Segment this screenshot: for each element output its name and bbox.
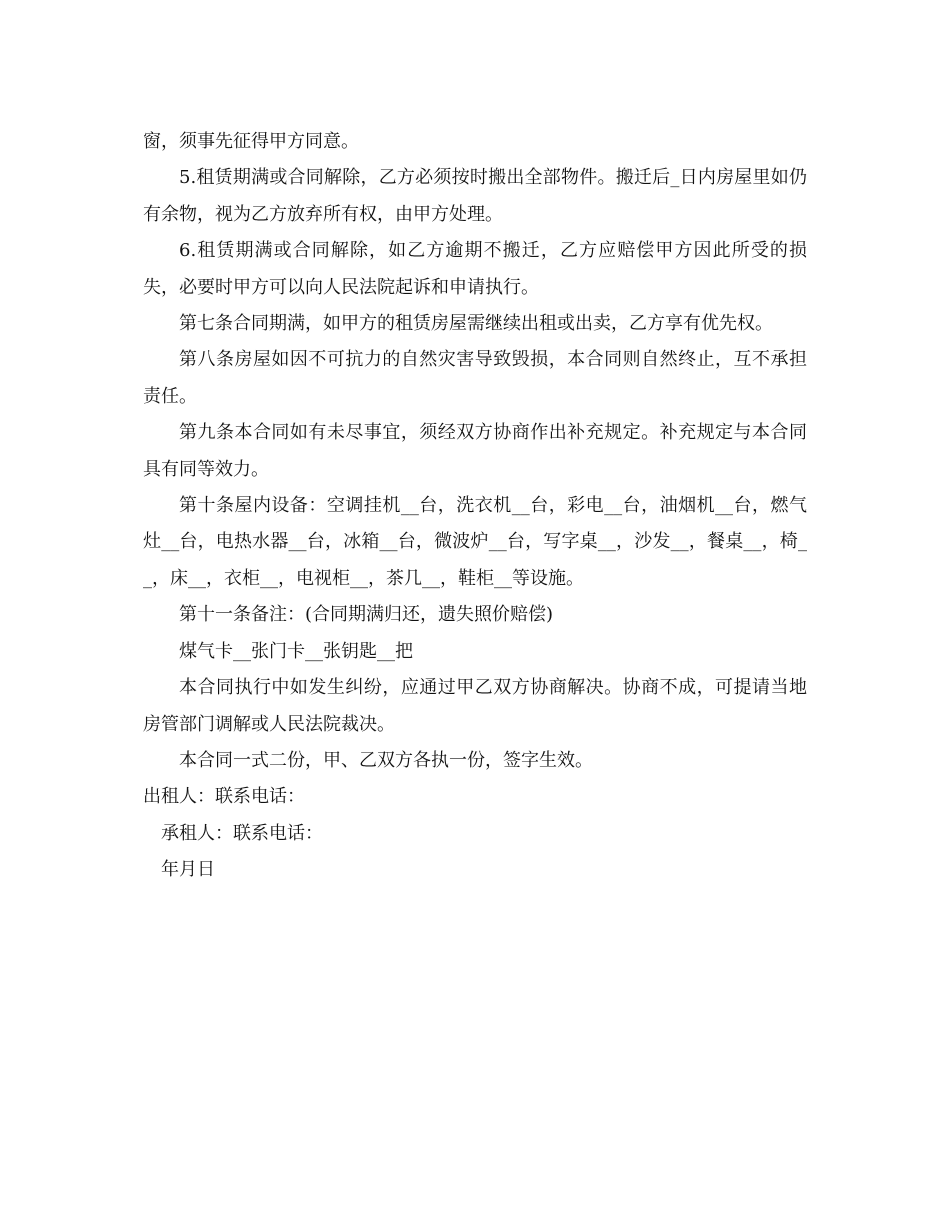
paragraph-article-7: 第七条合同期满，如甲方的租赁房屋需继续出租或出卖，乙方享有优先权。 (179, 313, 773, 335)
paragraph-keys-list: 煤气卡__张门卡__张钥匙__把 (179, 640, 413, 662)
paragraph-article-9: 第九条本合同如有未尽事宜，须经双方协商作出补充规定。补充规定与本合同具有同等效力。 (143, 422, 807, 480)
paragraph-article-8: 第八条房屋如因不可抗力的自然灾害导致毁损，本合同则自然终止，互不承担责任。 (143, 349, 807, 407)
paragraph-clause-5: 5.租赁期满或合同解除，乙方必须按时搬出全部物件。搬迁后_日内房屋里如仍有余物，视为乙方放弃所有权，由甲方处理。 (143, 167, 807, 225)
paragraph-article-10: 第十条屋内设备：空调挂机__台，洗衣机__台，彩电__台，油烟机__台，燃气灶__台，电热水器__台，冰箱__台，微波炉__台，写字桌__，沙发__，餐桌__，椅__，床__，衣柜__，电视柜__，茶几__，鞋柜__等设施。 (143, 495, 807, 589)
signature-date-line: 年月日 (161, 859, 215, 881)
paragraph-continuation: 窗，须事先征得甲方同意。 (143, 131, 359, 152)
paragraph-dispute-resolution: 本合同执行中如发生纠纷，应通过甲乙双方协商解决。协商不成，可提请当地房管部门调解或人民法院裁决。 (143, 677, 807, 735)
signature-lessor-line: 出租人：联系电话： (143, 786, 305, 808)
paragraph-clause-6: 6.租赁期满或合同解除，如乙方逾期不搬迁，乙方应赔偿甲方因此所受的损失，必要时甲方可以向人民法院起诉和申请执行。 (143, 240, 807, 298)
paragraph-article-11: 第十一条备注：(合同期满归还，遗失照价赔偿) (179, 604, 554, 626)
document-body (143, 124, 807, 889)
paragraph-copies: 本合同一式二份，甲、乙双方各执一份，签字生效。 (179, 749, 593, 771)
signature-lessee-line: 承租人：联系电话： (161, 822, 323, 844)
